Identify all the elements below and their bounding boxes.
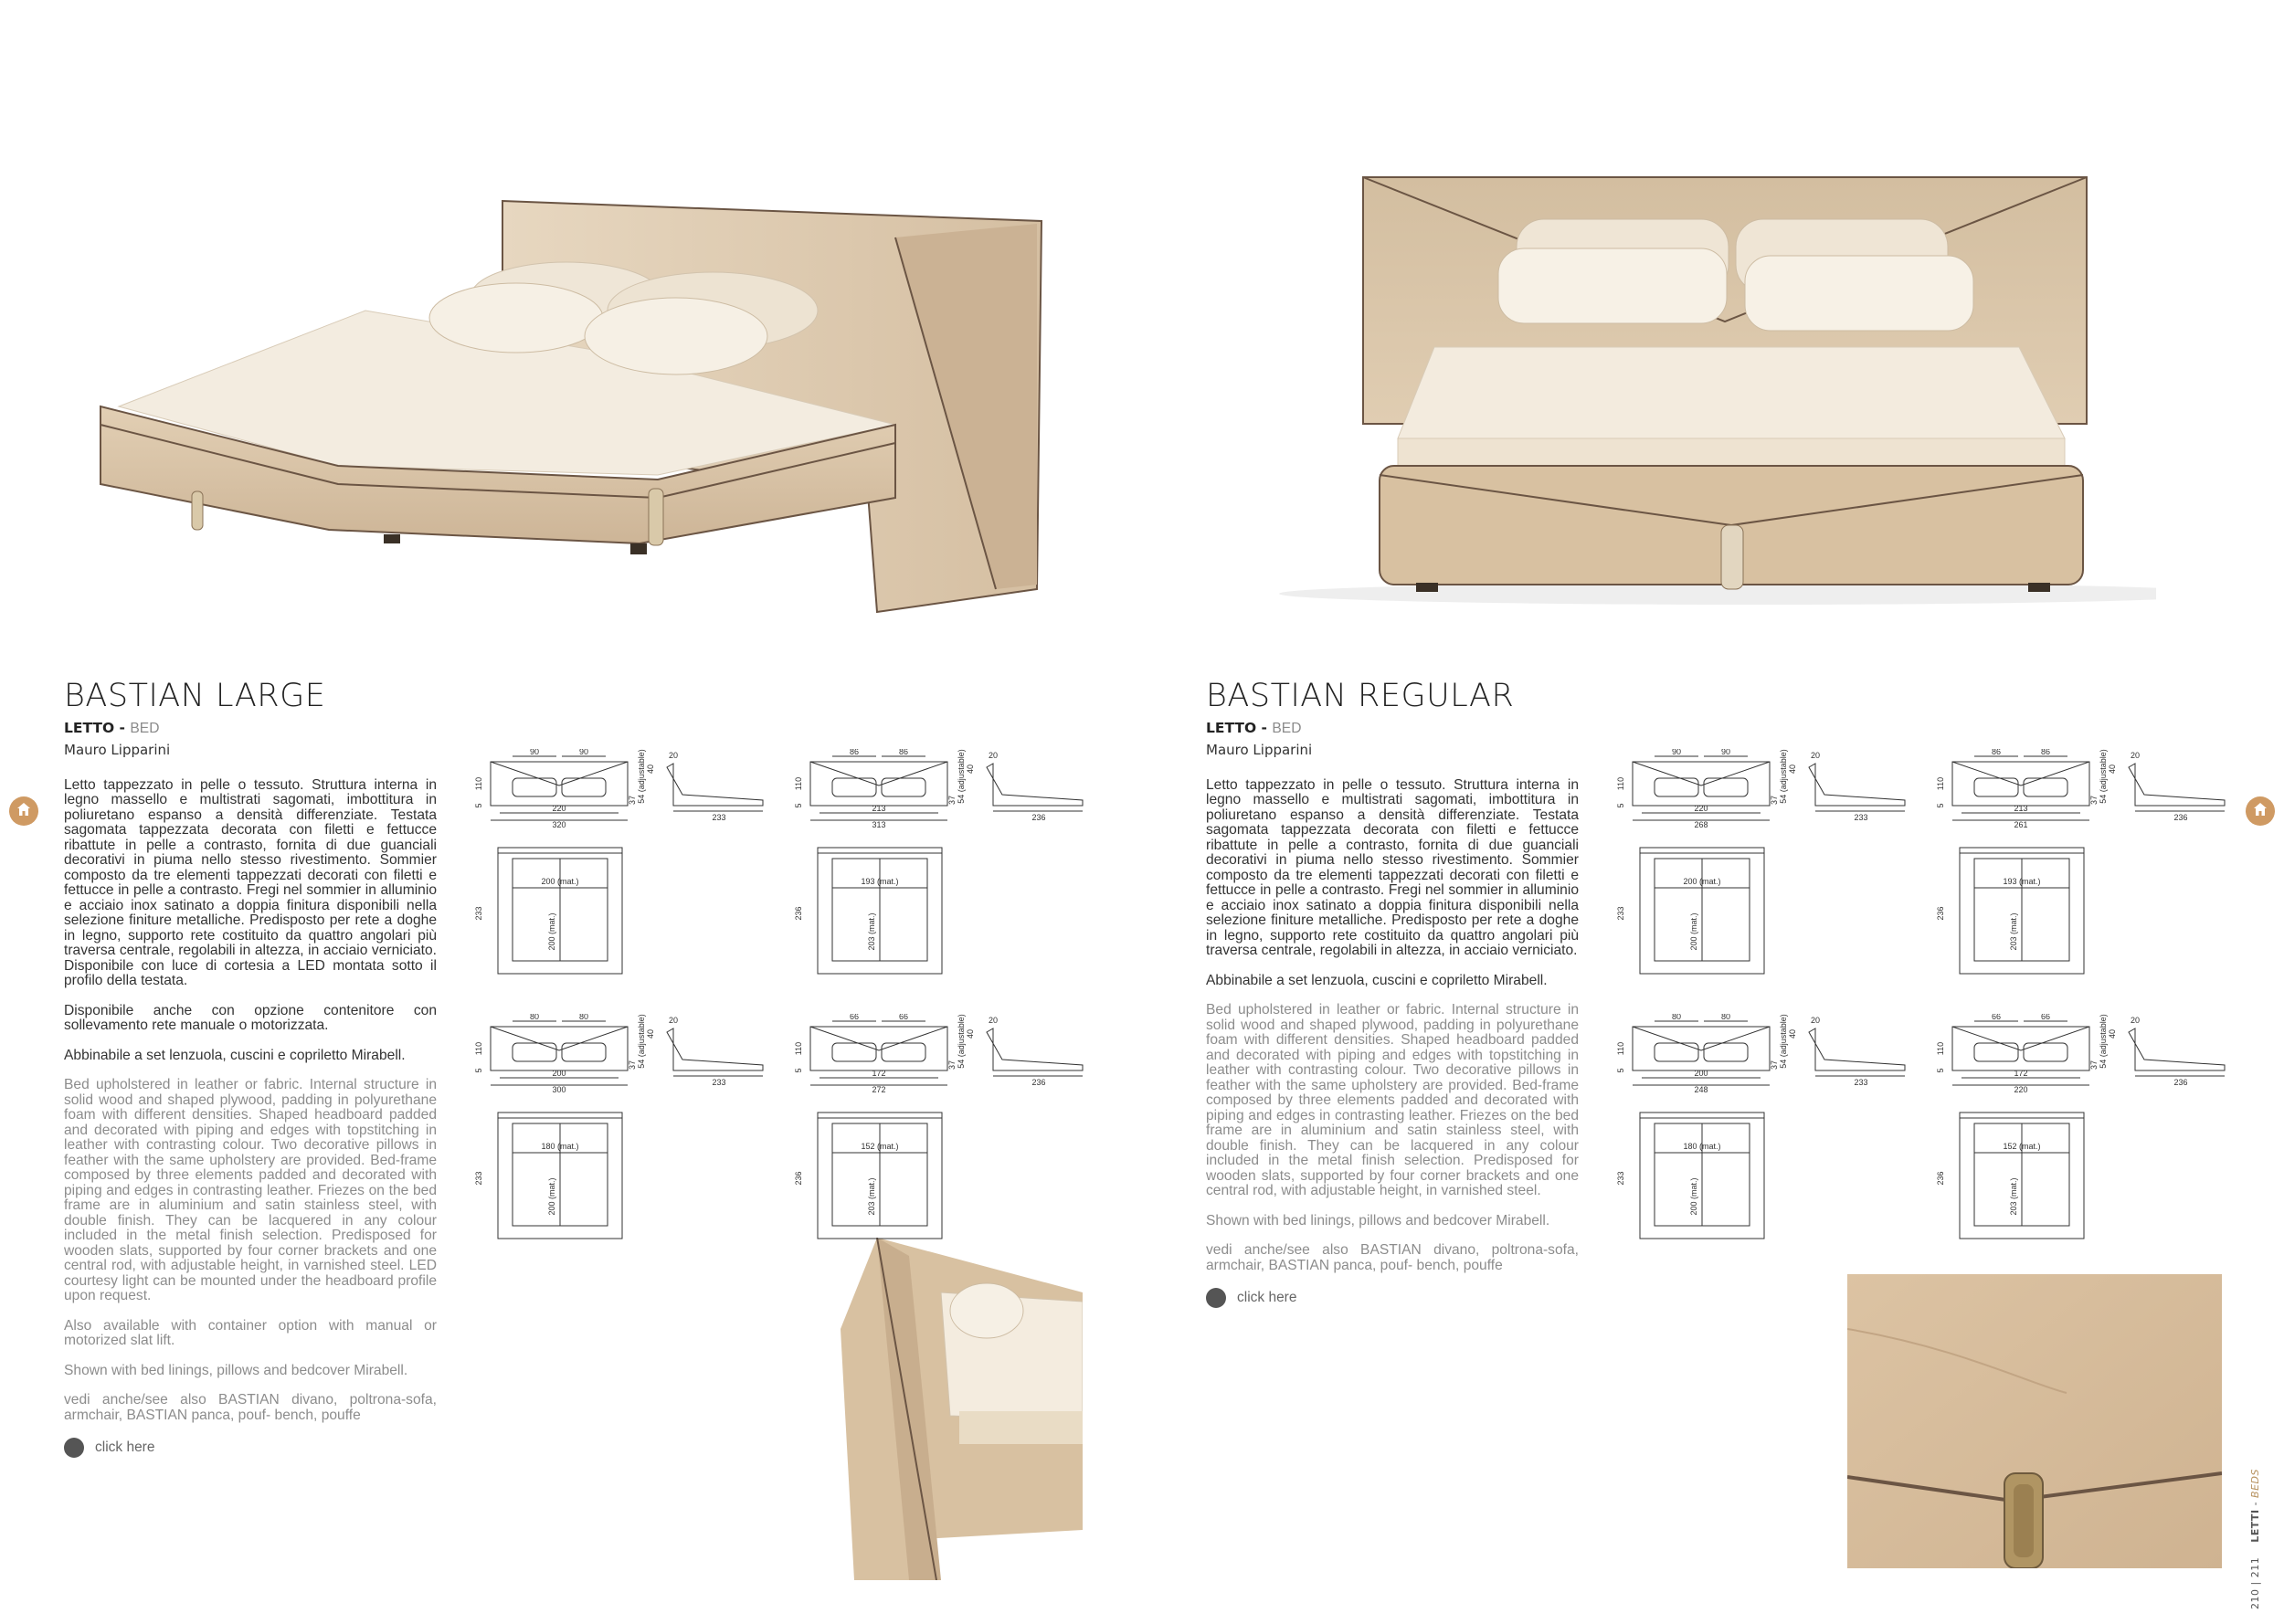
bed-depth-label: 233	[1616, 906, 1625, 921]
combination-it: Abbinabile a set lenzuola, cuscini e copriletto Mirabell.	[1206, 972, 1548, 988]
bed-depth-label: 236	[1936, 1171, 1945, 1186]
outer-width-label: 248	[1694, 1085, 1708, 1094]
mattress-length-label: 200 (mat.)	[547, 912, 556, 951]
headboard-line	[1952, 762, 2089, 786]
height-label: 110	[474, 1041, 483, 1056]
bastian-large-detail-photo	[841, 1238, 1083, 1580]
category-it: LETTO	[64, 720, 115, 736]
height-label: 40	[966, 764, 975, 775]
outer-width-label: 268	[1694, 820, 1708, 829]
pillow-left	[832, 778, 876, 796]
category-en: BED	[1272, 721, 1302, 736]
adjustable-label: 54 (adjustable)	[1779, 1014, 1788, 1069]
outer-width-label: 261	[2014, 820, 2028, 829]
bed-depth-label: 233	[1616, 1171, 1625, 1186]
inner-width-label: 220	[552, 804, 566, 813]
bastian-regular-photo	[1188, 164, 2156, 612]
click-here-label: click here	[1237, 1290, 1297, 1305]
headboard-depth-label: 20	[668, 751, 679, 760]
mattress-width-label: 152 (mat.)	[861, 1142, 899, 1151]
mattress-width-label: 200 (mat.)	[1683, 877, 1721, 886]
container-option-en: Also available with container option with manual or motorized slat lift.	[64, 1317, 437, 1348]
pillow-width-label: 66	[849, 1014, 860, 1021]
headboard-line	[810, 762, 947, 786]
front-elevation	[491, 1027, 628, 1070]
pillow-width-label: 80	[1671, 1014, 1682, 1021]
bed-drawing	[790, 749, 1092, 977]
pillow-width-label: 80	[1720, 1014, 1731, 1021]
click-here-label: click here	[95, 1439, 155, 1455]
side-length-label: 236	[1031, 813, 1046, 822]
bastian-regular-detail-photo	[1847, 1274, 2222, 1568]
bastian-large-photo	[91, 183, 1078, 621]
height-label: 37	[2089, 1060, 2099, 1070]
designer-name: Mauro Lipparini	[64, 741, 171, 758]
adjustable-label: 54 (adjustable)	[637, 749, 646, 804]
description-en: Bed upholstered in leather or fabric. Internal structure in solid wood and shaped plywood, padding in polyurethane foam with different densities. Shaped headboard padded and decorated with piping and edges with topstitching in leather with contrasting colour. Two decorative pillows in feather with the same upholstery are provided. Bed-frame composed by three elements padded and decorated with piping and edges in contrasting leather. Friezes on the bed frame are in aluminium and satin stainless steel, with double finish. They can be lacquered in any colour included in the metal finish selection. Predisposed for wooden slats, supported by four corner brackets and one central rod, with adjustable height, in varnished steel. LED courtesy light can be mounted under the headboard profile upon request.	[64, 1077, 437, 1303]
bed-depth-label: 233	[474, 1171, 483, 1186]
side-elevation	[2129, 1028, 2225, 1070]
product-category	[64, 720, 437, 737]
pillow-width-label: 66	[2040, 1014, 2051, 1021]
pillow-right	[562, 778, 606, 796]
side-elevation	[1809, 1028, 1905, 1070]
height-label: 110	[794, 776, 803, 791]
home-button-left[interactable]	[9, 796, 38, 826]
mattress-length-label: 203 (mat.)	[867, 912, 876, 951]
headboard-depth-label: 20	[988, 751, 999, 760]
height-label: 37	[628, 795, 637, 806]
mattress-width-label: 193 (mat.)	[861, 877, 899, 886]
mattress-length-label: 200 (mat.)	[1689, 912, 1698, 951]
pillow-width-label: 66	[1991, 1014, 2002, 1021]
pillow-width-label: 86	[898, 749, 909, 756]
section-en: BEDS	[2249, 1468, 2261, 1498]
front-elevation	[1952, 1027, 2089, 1070]
pillow-width-label: 90	[1671, 749, 1682, 756]
pillow-width-label: 86	[849, 749, 860, 756]
headboard-line	[1952, 1027, 2089, 1050]
height-label: 110	[1616, 776, 1625, 791]
headboard-line	[1633, 762, 1770, 786]
home-icon	[2252, 801, 2268, 822]
bed-depth-label: 236	[794, 906, 803, 921]
inner-width-label: 172	[2014, 1069, 2028, 1078]
description-it: Letto tappezzato in pelle o tessuto. Struttura interna in legno massello e multistrati sagomati, imbottitura in poliuretano espanso a densità differenziate. Testata sagomata tappezzata decorata con filetti e fettucce ribattute in pelle a contrasto, fornita di due guanciali decorativi in piuma nello stesso rivestimento. Sommier composto da tre elementi tappezzati decorati con filetti e fettucce in pelle a contrasto. Fregi nel sommier in alluminio e acciaio inox satinato a doppia finitura disponibili nella selezione finiture metalliche. Predisposto per rete a doghe in legno, supporto rete costituito da quattro angolari più traversa centrale, regolabili in altezza, in acciaio verniciato.	[1206, 776, 1579, 958]
bed-drawing	[790, 1014, 1092, 1242]
height-label: 37	[947, 1060, 957, 1070]
height-label: 5	[1936, 803, 1945, 808]
bed-drawing	[1932, 749, 2234, 977]
height-label: 5	[794, 1068, 803, 1073]
pillow-width-label: 90	[529, 749, 540, 756]
category-sep: -	[114, 720, 131, 736]
headboard-line	[491, 762, 628, 786]
page-footer	[2249, 1469, 2261, 1609]
shown-with-en: Shown with bed linings, pillows and bedcover Mirabell.	[1206, 1212, 1550, 1229]
combination-it: Abbinabile a set lenzuola, cuscini e copriletto Mirabell.	[64, 1047, 406, 1063]
inner-width-label: 213	[872, 804, 886, 813]
mattress-width-label: 152 (mat.)	[2003, 1142, 2041, 1151]
adjustable-label: 54 (adjustable)	[957, 1014, 966, 1069]
height-label: 37	[628, 1060, 637, 1070]
pillow-left	[513, 778, 556, 796]
pillow-left	[1974, 1043, 2018, 1061]
inner-width-label: 172	[872, 1069, 886, 1078]
front-elevation	[491, 762, 628, 806]
height-label: 110	[474, 776, 483, 791]
product-category	[1206, 720, 1579, 737]
bed-drawing	[471, 749, 772, 977]
side-length-label: 233	[1854, 1078, 1868, 1087]
pillow-left	[513, 1043, 556, 1061]
height-label: 110	[1936, 776, 1945, 791]
inner-width-label: 213	[2014, 804, 2028, 813]
mattress-length-label: 200 (mat.)	[1689, 1177, 1698, 1216]
height-label: 5	[1936, 1068, 1945, 1073]
front-elevation	[1633, 1027, 1770, 1070]
pillow-width-label: 90	[1720, 749, 1731, 756]
side-length-label: 233	[712, 1078, 726, 1087]
pillow-width-label: 90	[578, 749, 589, 756]
pillow-width-label: 86	[2040, 749, 2051, 756]
mattress-width-label: 200 (mat.)	[541, 877, 579, 886]
section-sep: -	[2249, 1497, 2261, 1510]
side-elevation	[1809, 764, 1905, 806]
headboard-depth-label: 20	[668, 1016, 679, 1025]
height-label: 37	[2089, 795, 2099, 806]
height-label: 40	[2108, 1028, 2117, 1039]
see-also: vedi anche/see also BASTIAN divano, poltrona-sofa, armchair, BASTIAN panca, pouf- bench, pouffe	[64, 1392, 437, 1423]
click-here-link[interactable]	[1206, 1288, 1579, 1308]
front-elevation	[1952, 762, 2089, 806]
home-icon	[16, 801, 32, 822]
height-label: 5	[1616, 803, 1625, 808]
adjustable-label: 54 (adjustable)	[957, 749, 966, 804]
side-elevation	[987, 1028, 1083, 1070]
height-label: 40	[1788, 1028, 1797, 1039]
bed-drawing	[1613, 1014, 1914, 1242]
adjustable-label: 54 (adjustable)	[637, 1014, 646, 1069]
front-elevation	[810, 1027, 947, 1070]
bed-depth-label: 236	[794, 1171, 803, 1186]
side-length-label: 236	[1031, 1078, 1046, 1087]
description-en: Bed upholstered in leather or fabric. Internal structure in solid wood and shaped plywood, padding in polyurethane foam with different densities. Shaped headboard padded and decorated with piping and edges with topstitching in leather with contrasting colour. Two decorative pillows in feather with the same upholstery are provided. Bed-frame composed by three elements padded and decorated with piping and edges in contrasting leather. Friezes on the bed frame are in aluminium and satin stainless steel, with double finish. They can be lacquered in any colour included in the metal finish selection. Predisposed for wooden slats, supported by four corner brackets and one central rod, with adjustable height, in varnished steel.	[1206, 1002, 1579, 1198]
headboard-line	[810, 1027, 947, 1050]
height-label: 37	[947, 795, 957, 806]
headboard-depth-label: 20	[1810, 751, 1821, 760]
height-label: 5	[474, 803, 483, 808]
see-also: vedi anche/see also BASTIAN divano, poltrona-sofa, armchair, BASTIAN panca, pouf- bench, pouffe	[1206, 1242, 1579, 1273]
mattress-length-label: 203 (mat.)	[2009, 1177, 2018, 1216]
pillow-left	[1655, 1043, 1698, 1061]
bastian-regular-info	[1206, 678, 1579, 1308]
mattress-length-label: 200 (mat.)	[547, 1177, 556, 1216]
outer-width-label: 220	[2014, 1085, 2028, 1094]
mattress-width-label: 193 (mat.)	[2003, 877, 2041, 886]
pillow-right	[562, 1043, 606, 1061]
description-it: Letto tappezzato in pelle o tessuto. Struttura interna in legno massello e multistrati sagomati, imbottitura in poliuretano espanso a densità differenziate. Testata sagomata tappezzata decorata con filetti e fettucce ribattute in pelle a contrasto, fornita di due guanciali decorativi in piuma nello stesso rivestimento. Sommier composto da tre elementi tappezzati decorati con filetti e fettucce in pelle a contrasto. Fregi nel sommier in alluminio e acciaio inox satinato a doppia finitura disponibili nella selezione finiture metalliche. Predisposto per rete a doghe in legno, supporto rete costituito da quattro angolari più traversa centrale, regolabili in altezza, in acciaio verniciato. Disponibile con luce di cortesia a LED montata sotto il profilo della testata.	[64, 776, 437, 988]
side-elevation	[667, 1028, 763, 1070]
designer-name: Mauro Lipparini	[1206, 741, 1313, 758]
section-it: LETTI	[2249, 1509, 2261, 1543]
product-title: BASTIAN LARGE	[64, 678, 326, 714]
bastian-large-info	[64, 678, 437, 1458]
side-length-label: 233	[1854, 813, 1868, 822]
adjustable-label: 54 (adjustable)	[1779, 749, 1788, 804]
height-label: 40	[966, 1028, 975, 1039]
pillow-right	[882, 778, 925, 796]
side-length-label: 236	[2173, 1078, 2188, 1087]
pillow-right	[1704, 1043, 1748, 1061]
height-label: 37	[1770, 1060, 1779, 1070]
pillow-right	[2024, 778, 2067, 796]
circle-icon	[64, 1438, 84, 1458]
height-label: 5	[1616, 1068, 1625, 1073]
product-title: BASTIAN REGULAR	[1206, 678, 1515, 714]
side-length-label: 236	[2173, 813, 2188, 822]
bed-drawing	[1932, 1014, 2234, 1242]
height-label: 37	[1770, 795, 1779, 806]
page-numbers: 210 | 211	[2249, 1556, 2261, 1609]
outer-width-label: 313	[872, 820, 886, 829]
pillow-width-label: 66	[898, 1014, 909, 1021]
mattress-width-label: 180 (mat.)	[541, 1142, 579, 1151]
height-label: 40	[646, 1028, 655, 1039]
height-label: 110	[1616, 1041, 1625, 1056]
inner-width-label: 200	[1694, 1069, 1708, 1078]
side-length-label: 233	[712, 813, 726, 822]
container-option-it: Disponibile anche con opzione contenitore con sollevamento rete manuale o motorizzata.	[64, 1002, 437, 1033]
headboard-line	[491, 1027, 628, 1050]
outer-width-label: 272	[872, 1085, 886, 1094]
height-label: 110	[794, 1041, 803, 1056]
adjustable-label: 54 (adjustable)	[2099, 749, 2108, 804]
front-elevation	[810, 762, 947, 806]
home-button-right[interactable]	[2246, 796, 2275, 826]
pillow-width-label: 80	[578, 1014, 589, 1021]
outer-width-label: 300	[552, 1085, 566, 1094]
click-here-link[interactable]	[64, 1438, 437, 1458]
height-label: 40	[1788, 764, 1797, 775]
category-en: BED	[130, 721, 160, 736]
pillow-width-label: 86	[1991, 749, 2002, 756]
pillow-right	[2024, 1043, 2067, 1061]
height-label: 40	[646, 764, 655, 775]
category-sep: -	[1256, 720, 1273, 736]
shown-with-en: Shown with bed linings, pillows and bedcover Mirabell.	[64, 1362, 408, 1378]
height-label: 5	[794, 803, 803, 808]
pillow-width-label: 80	[529, 1014, 540, 1021]
height-label: 110	[1936, 1041, 1945, 1056]
inner-width-label: 200	[552, 1069, 566, 1078]
pillow-left	[832, 1043, 876, 1061]
headboard-depth-label: 20	[2130, 751, 2141, 760]
mattress-width-label: 180 (mat.)	[1683, 1142, 1721, 1151]
pillow-left	[1655, 778, 1698, 796]
mattress-length-label: 203 (mat.)	[867, 1177, 876, 1216]
bed-drawing	[471, 1014, 772, 1242]
pillow-right	[1704, 778, 1748, 796]
adjustable-label: 54 (adjustable)	[2099, 1014, 2108, 1069]
headboard-line	[1633, 1027, 1770, 1050]
pillow-right	[882, 1043, 925, 1061]
inner-width-label: 220	[1694, 804, 1708, 813]
headboard-depth-label: 20	[2130, 1016, 2141, 1025]
side-elevation	[987, 764, 1083, 806]
front-elevation	[1633, 762, 1770, 806]
headboard-depth-label: 20	[988, 1016, 999, 1025]
pillow-left	[1974, 778, 2018, 796]
bed-depth-label: 233	[474, 906, 483, 921]
circle-icon	[1206, 1288, 1226, 1308]
outer-width-label: 320	[552, 820, 566, 829]
category-it: LETTO	[1206, 720, 1257, 736]
side-elevation	[667, 764, 763, 806]
bed-drawing	[1613, 749, 1914, 977]
height-label: 40	[2108, 764, 2117, 775]
mattress-length-label: 203 (mat.)	[2009, 912, 2018, 951]
headboard-depth-label: 20	[1810, 1016, 1821, 1025]
bed-depth-label: 236	[1936, 906, 1945, 921]
height-label: 5	[474, 1068, 483, 1073]
side-elevation	[2129, 764, 2225, 806]
